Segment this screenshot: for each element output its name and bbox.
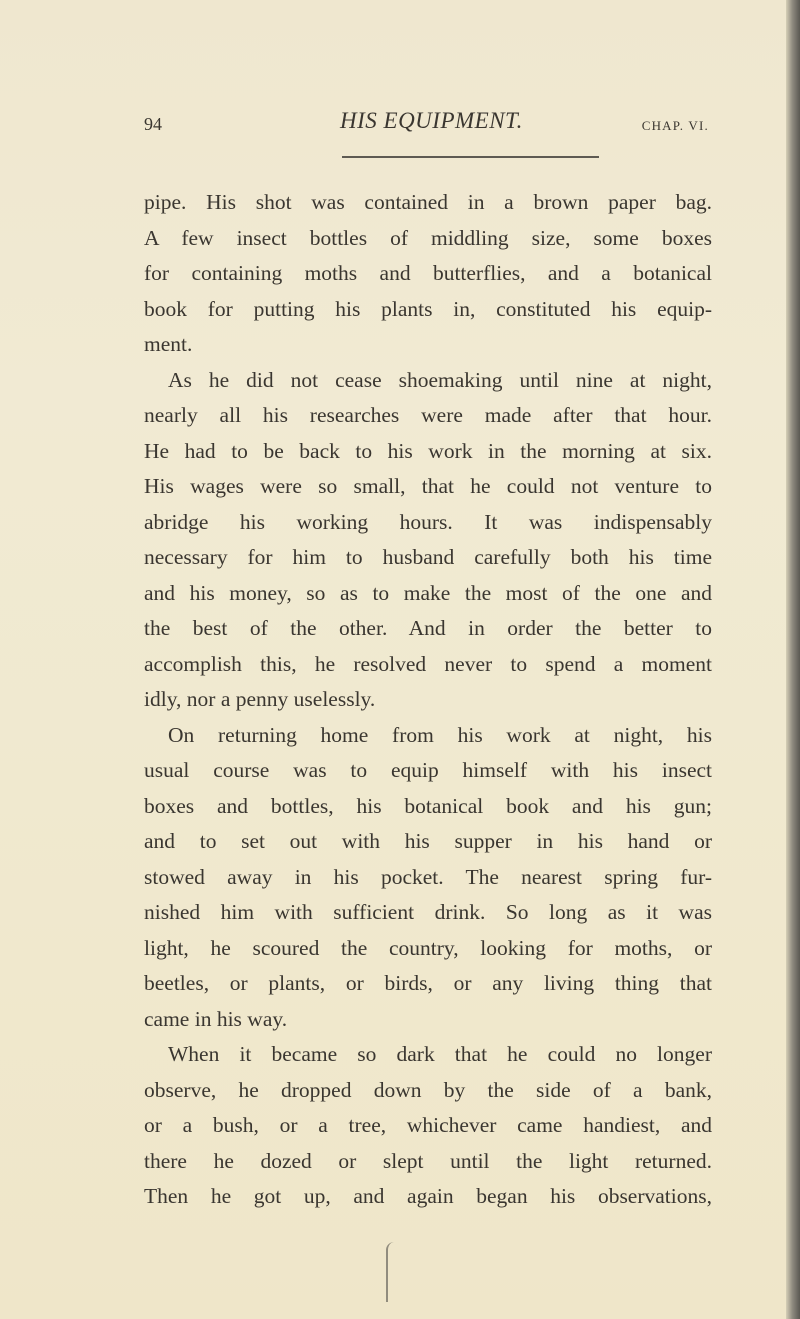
page-number: 94	[144, 114, 162, 134]
text-line: He had to be back to his work in the morning at six.	[144, 438, 712, 463]
text-line: book for putting his plants in, constituted his equip-	[144, 296, 712, 321]
text-line: boxes and bottles, his botanical book and his gun;	[144, 793, 712, 818]
text-line: necessary for him to husband carefully both his time	[144, 545, 712, 569]
text-line: nearly all his researches were made after that hour.	[144, 403, 712, 427]
text-line: A few insect bottles of middling size, some boxes	[144, 225, 712, 250]
text-line: observe, he dropped down by the side of a bank,	[144, 1077, 712, 1102]
text-line: usual course was to equip himself with his insect	[144, 758, 712, 782]
running-title: HIS EQUIPMENT.	[340, 108, 523, 133]
text-line: abridge his working hours. It was indispensably	[144, 509, 712, 534]
header-rule	[342, 156, 599, 158]
page-header	[144, 108, 709, 144]
text-line: beetles, or plants, or birds, or any living thing that	[144, 971, 712, 995]
text-line: Then he got up, and again began his observations,	[144, 1184, 712, 1208]
text-line: light, he scoured the country, looking for moths, or	[144, 935, 712, 960]
text-line: As he did not cease shoemaking until nine at night,	[168, 367, 712, 392]
text-line: His wages were so small, that he could not venture to	[144, 474, 712, 498]
text-line: stowed away in his pocket. The nearest spring fur-	[144, 864, 712, 889]
pencil-mark	[386, 1242, 400, 1302]
chapter-label: CHAP. VI.	[641, 118, 709, 133]
text-line: the best of the other. And in order the better to	[144, 616, 712, 640]
text-line: and his money, so as to make the most of the one and	[144, 580, 712, 605]
text-line: there he dozed or slept until the light returned.	[144, 1148, 712, 1173]
text-line: for containing moths and butterflies, and a botanical	[144, 261, 712, 285]
text-line: or a bush, or a tree, whichever came handiest, and	[144, 1113, 712, 1137]
text-line: pipe. His shot was contained in a brown paper bag.	[144, 190, 712, 214]
text-line: and to set out with his supper in his hand or	[144, 829, 712, 853]
text-line: idly, nor a penny uselessly.	[144, 687, 376, 711]
body-text	[144, 185, 712, 1215]
book-edge	[786, 0, 800, 1319]
text-line: When it became so dark that he could no longer	[168, 1042, 712, 1066]
text-line: came in his way.	[144, 1006, 288, 1031]
text-line: accomplish this, he resolved never to spend a moment	[144, 651, 712, 676]
text-line: On returning home from his work at night, his	[168, 722, 712, 747]
text-line: ment.	[144, 332, 193, 356]
text-line: nished him with sufficient drink. So long as it was	[144, 900, 712, 924]
